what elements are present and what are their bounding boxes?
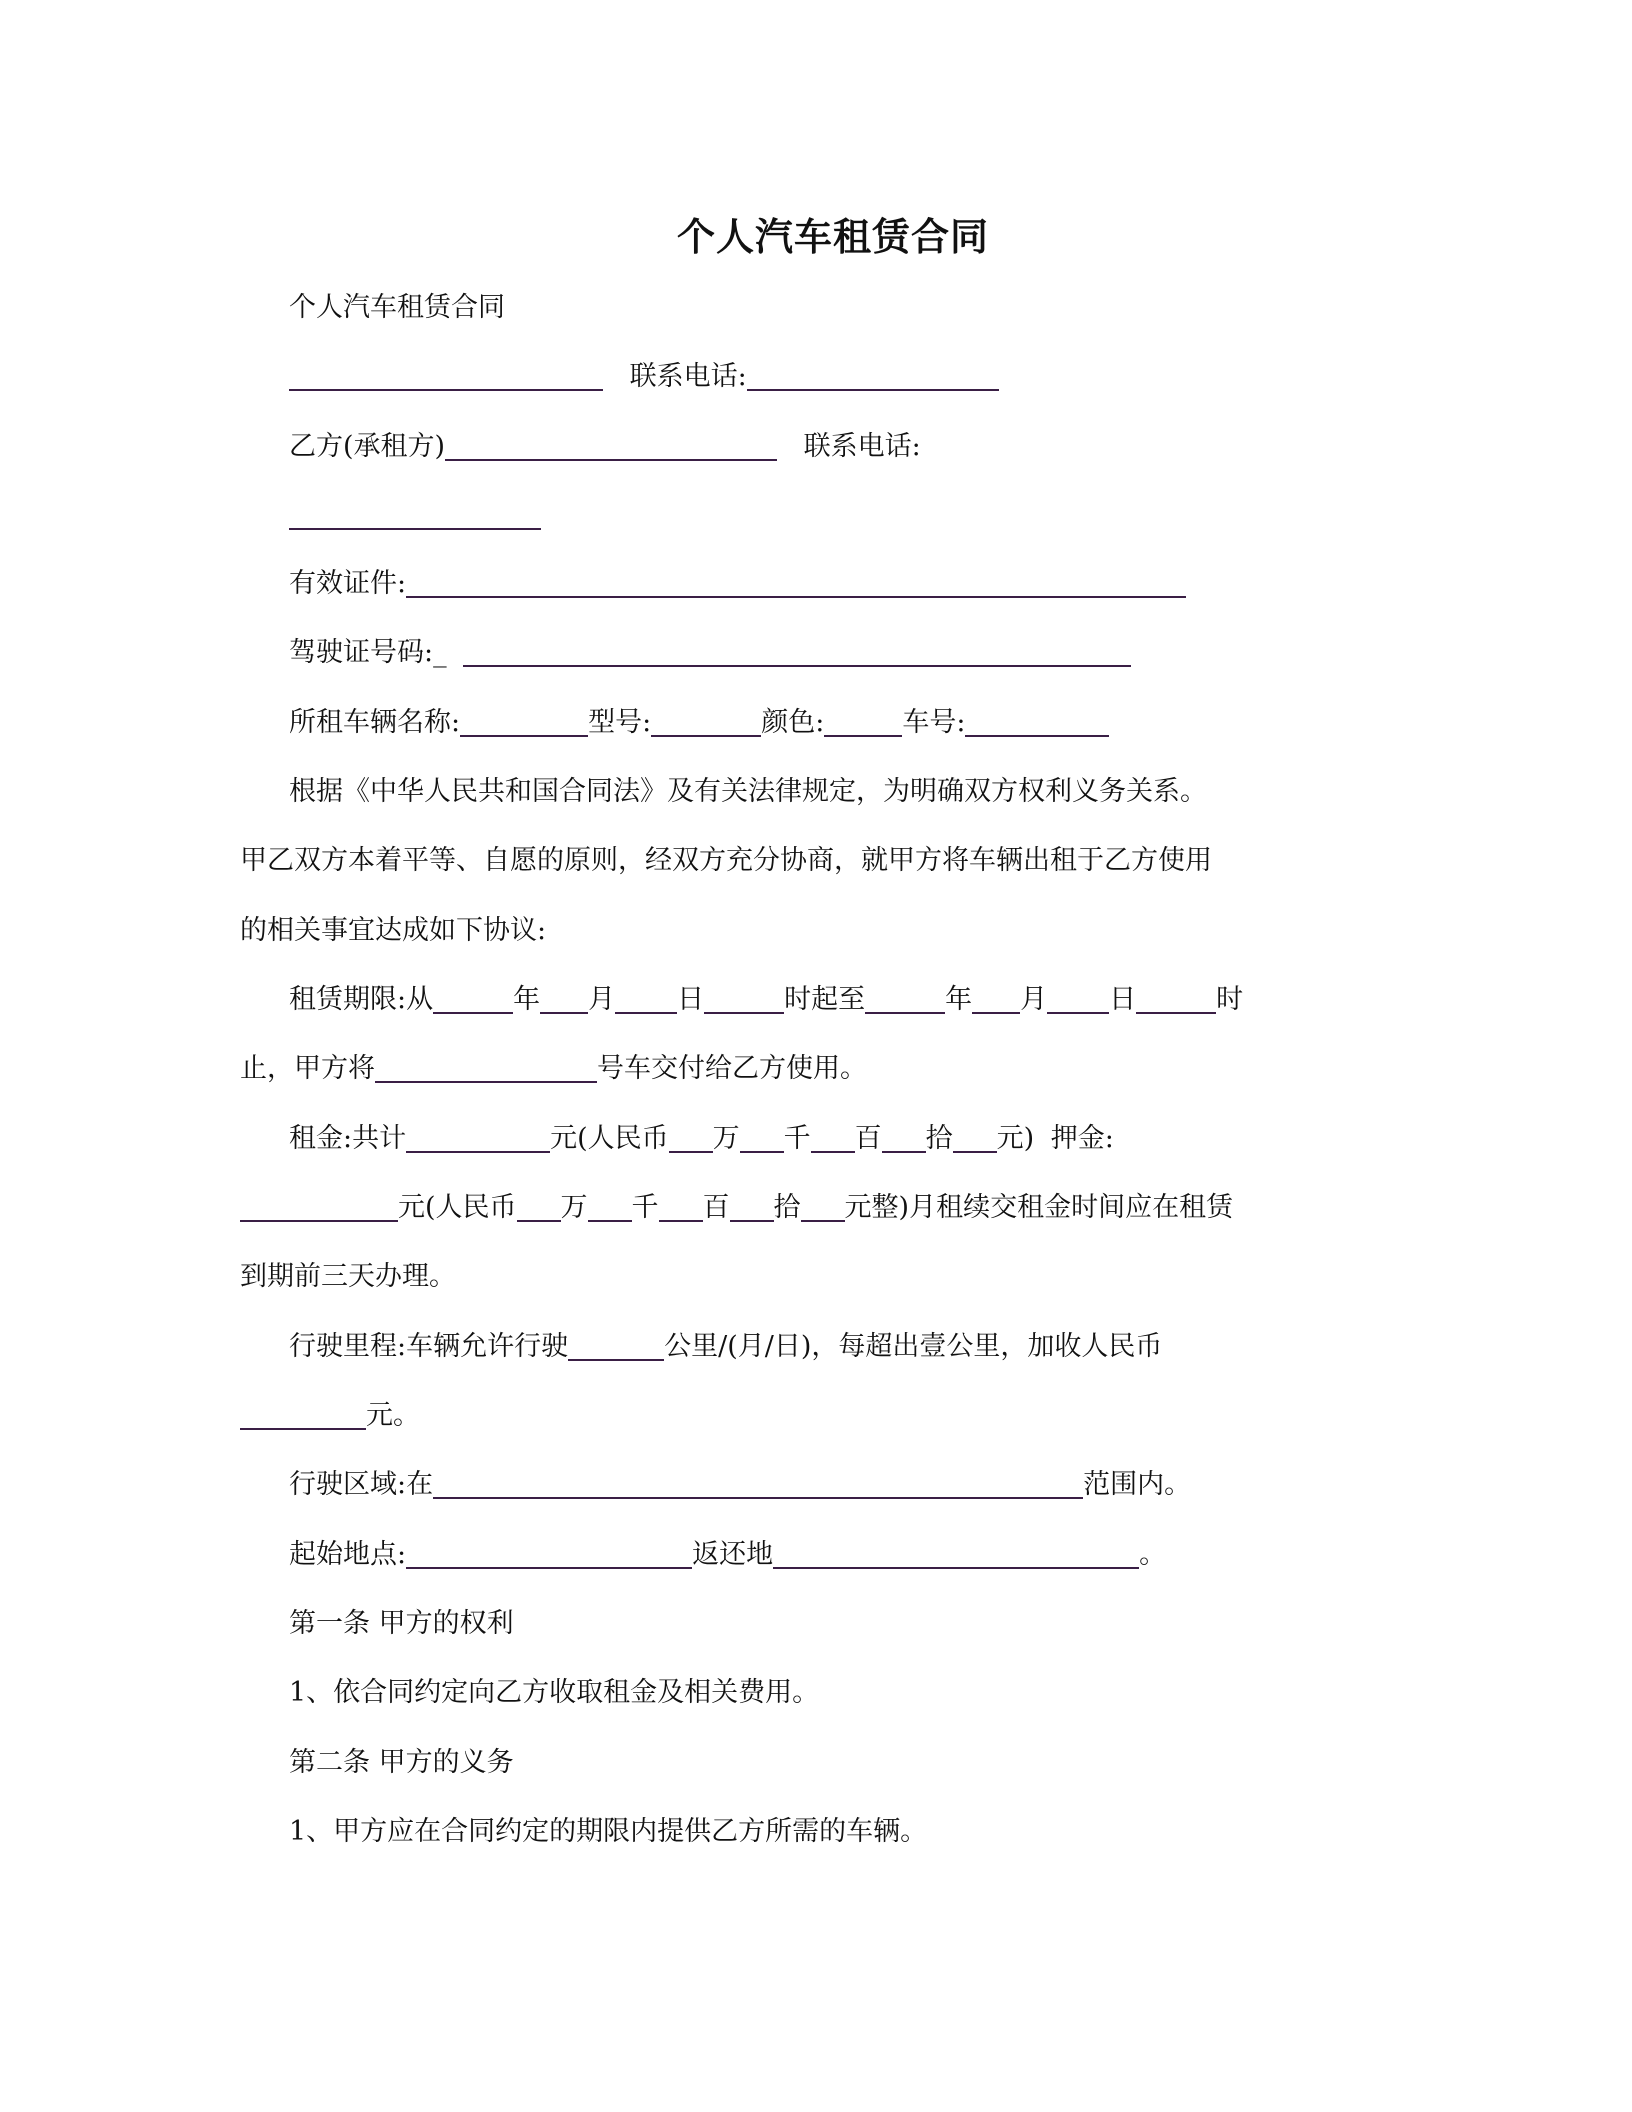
deposit-label: 押金: [1050,1123,1114,1154]
term-vehicle-number-blank[interactable] [375,1051,597,1083]
party-b-phone-label: 联系电话: [803,431,921,462]
vehicle-line [289,703,1109,743]
mileage-limit-blank[interactable] [568,1329,664,1361]
start-location-label: 起始地点: [289,1539,407,1570]
id-doc-blank[interactable] [406,566,1186,598]
deposit-yuan-blank[interactable] [801,1190,845,1222]
mileage-line2-suffix: 元。 [366,1400,420,1431]
term-line2-prefix: 止，甲方将 [240,1053,375,1084]
rent-label: 租金:共计 [289,1123,407,1154]
deposit-shi-blank[interactable] [730,1190,774,1222]
rent-amount-blank[interactable] [406,1121,550,1153]
article-1-heading: 第一条 甲方的权利 [289,1608,514,1639]
article-2-item-1: 1、甲方应在合同约定的期限内提供乙方所需的车辆。 [289,1816,928,1847]
term-day-text: 日 [677,984,705,1015]
rent-shi-blank[interactable] [882,1121,926,1153]
return-location-label: 返还地 [692,1539,774,1570]
return-location-blank[interactable] [773,1537,1139,1569]
term-line-1 [289,980,1243,1020]
rent-qian-text: 千 [783,1123,811,1154]
vehicle-plate-label: 车号: [902,707,966,738]
rent-wan-text: 万 [712,1123,740,1154]
license-line [289,633,1131,673]
deposit-bai-text: 百 [702,1192,730,1223]
term-end-month-blank[interactable] [972,982,1020,1014]
document-title: 个人汽车租赁合同 [676,214,989,259]
deposit-wan-blank[interactable] [517,1190,561,1222]
term-year-text: 年 [945,984,973,1015]
mileage-line-2 [240,1396,420,1436]
vehicle-model-label: 型号: [588,707,652,738]
term-end-hour-blank[interactable] [1136,982,1216,1014]
license-blank[interactable] [463,635,1131,667]
party-a-contact-line [289,357,999,397]
rent-yuan-close: 元) [996,1123,1035,1154]
article-2-heading: 第二条 甲方的义务 [289,1747,514,1778]
party-b-name-blank[interactable] [445,429,777,461]
rent-bai-text: 百 [854,1123,882,1154]
rent-line-1 [289,1119,1114,1159]
start-location-blank[interactable] [406,1537,692,1569]
rent-yuan-blank[interactable] [953,1121,997,1153]
mileage-surcharge-blank[interactable] [240,1398,366,1430]
vehicle-plate-blank[interactable] [965,705,1109,737]
rent-wan-blank[interactable] [669,1121,713,1153]
rent-line-3: 到期前三天办理。 [240,1261,456,1292]
term-start-hour-blank[interactable] [704,982,784,1014]
license-label: 驾驶证号码:_ [289,637,447,668]
area-label: 行驶区域:在 [289,1469,434,1500]
party-b-phone-line [289,496,541,536]
term-hour-from-text: 时起至 [784,984,866,1015]
term-start-year-blank[interactable] [433,982,513,1014]
mileage-suffix: 公里/(月/日)，每超出壹公里，加收人民币 [664,1331,1163,1362]
term-line2-suffix: 号车交付给乙方使用。 [597,1053,867,1084]
rent-line-2 [240,1188,1233,1228]
rent-rmb-text: 元(人民币 [550,1123,669,1154]
party-b-line [289,427,921,467]
vehicle-color-blank[interactable] [824,705,902,737]
article-1-item-1: 1、依合同约定向乙方收取租金及相关费用。 [289,1677,820,1708]
area-line [289,1465,1191,1505]
term-end-year-blank[interactable] [865,982,945,1014]
vehicle-name-blank[interactable] [460,705,588,737]
term-line-2 [240,1049,867,1089]
deposit-shi-text: 拾 [773,1192,801,1223]
term-label: 租赁期限:从 [289,984,434,1015]
deposit-wan-text: 万 [560,1192,588,1223]
term-month-text: 月 [1020,984,1048,1015]
deposit-qian-blank[interactable] [588,1190,632,1222]
rent-shi-text: 拾 [925,1123,953,1154]
area-suffix: 范围内。 [1083,1469,1192,1500]
term-end-day-blank[interactable] [1047,982,1109,1014]
term-start-month-blank[interactable] [540,982,588,1014]
mileage-line-1 [289,1327,1162,1367]
preamble-line-3: 的相关事宜达成如下协议: [240,915,547,946]
party-b-phone-blank[interactable] [289,498,541,530]
term-year-text: 年 [513,984,541,1015]
preamble-line-2: 甲乙双方本着平等、自愿的原则，经双方充分协商，就甲方将车辆出租于乙方使用 [240,845,1212,876]
deposit-rmb-text: 元(人民币 [398,1192,517,1223]
deposit-amount-blank[interactable] [240,1190,398,1222]
vehicle-name-label: 所租车辆名称: [289,707,461,738]
document-subtitle: 个人汽车租赁合同 [289,292,505,323]
id-doc-label: 有效证件: [289,568,407,599]
term-hour-end-text: 时 [1216,984,1244,1015]
party-a-phone-label: 联系电话: [629,361,747,392]
vehicle-model-blank[interactable] [651,705,761,737]
id-doc-line [289,564,1186,604]
term-month-text: 月 [588,984,616,1015]
term-day-text: 日 [1109,984,1137,1015]
vehicle-color-label: 颜色: [761,707,825,738]
party-a-name-blank[interactable] [289,359,603,391]
location-line [289,1535,1166,1575]
term-start-day-blank[interactable] [615,982,677,1014]
preamble-line-1: 根据《中华人民共和国合同法》及有关法律规定，为明确双方权利义务关系。 [289,776,1207,807]
area-blank[interactable] [433,1467,1083,1499]
rent-qian-blank[interactable] [740,1121,784,1153]
rent-bai-blank[interactable] [811,1121,855,1153]
location-end: 。 [1139,1539,1167,1570]
deposit-qian-text: 千 [631,1192,659,1223]
deposit-bai-blank[interactable] [659,1190,703,1222]
mileage-label: 行驶里程:车辆允许行驶 [289,1331,569,1362]
party-b-label: 乙方(承租方) [289,431,446,462]
deposit-line2-suffix: 元整)月租续交租金时间应在租赁 [844,1192,1234,1223]
party-a-phone-blank[interactable] [747,359,999,391]
